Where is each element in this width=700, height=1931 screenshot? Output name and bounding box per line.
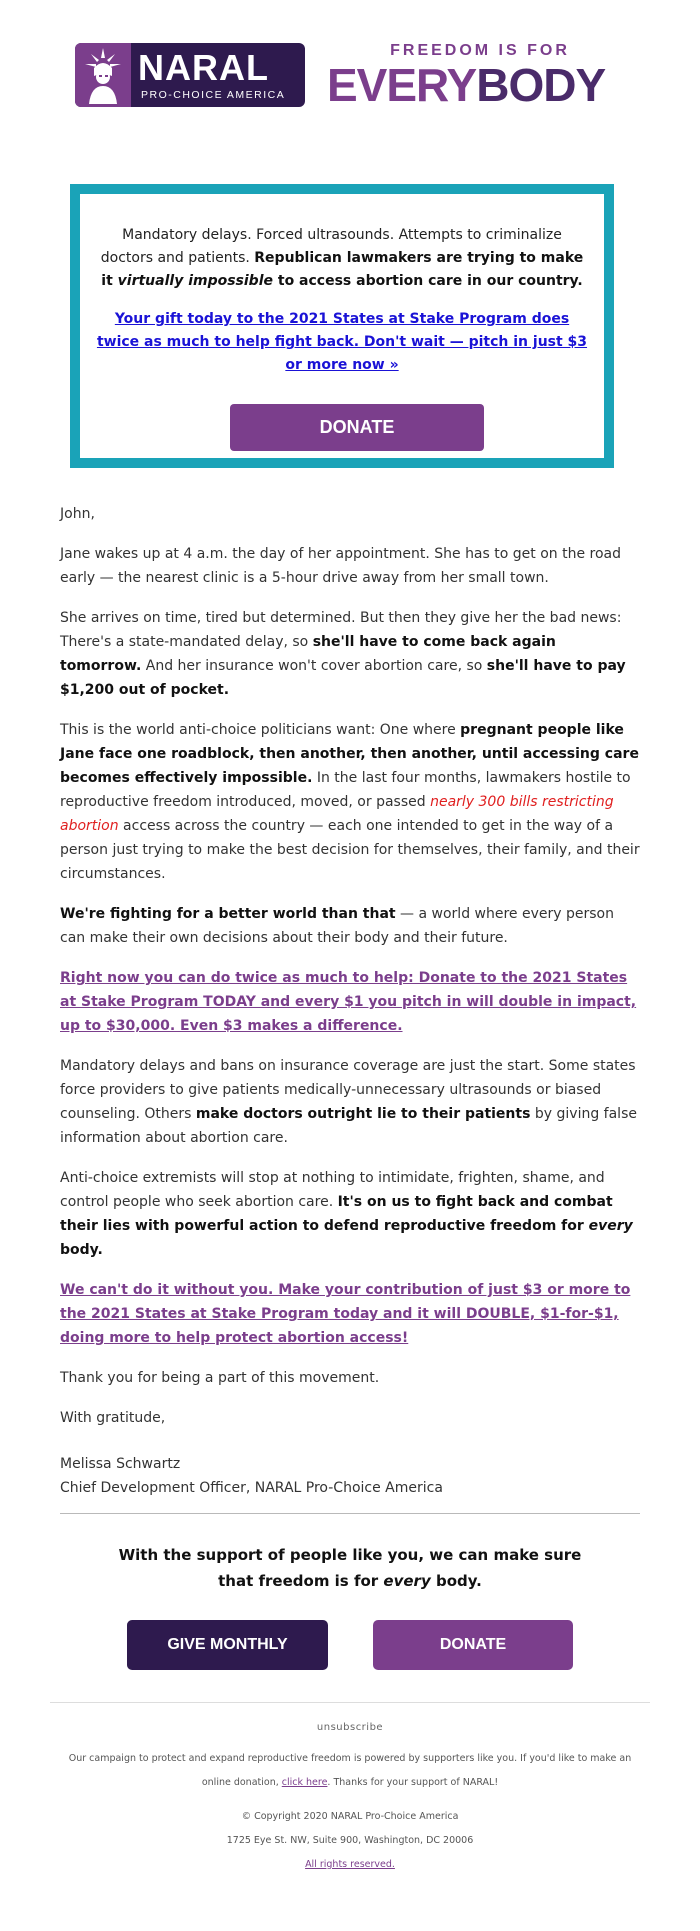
- p6-bold-d: body.: [60, 1242, 103, 1258]
- callout-intro-plain: Mandatory delays. Forced ultrasounds. Attempts to criminalize doctors and patients.: [100, 227, 562, 266]
- tagline-bottom: [327, 60, 605, 110]
- signature-name: Melissa Schwartz: [60, 1456, 181, 1472]
- p4-bold-a: We're fighting for a better world than that: [60, 906, 396, 922]
- letter-body: [60, 502, 640, 1500]
- copyright: © Copyright 2020 NARAL Pro-Choice America: [241, 1811, 459, 1822]
- tagline-every: EVERY: [327, 59, 477, 111]
- all-rights-reserved-link[interactable]: All rights reserved.: [305, 1859, 395, 1870]
- p3-text-e: access across the country — each one intended to get in the way of a person just trying to make the best decision for themselves, their family, and their circumstances.: [60, 818, 640, 882]
- donate-button-top[interactable]: DONATE: [230, 404, 484, 451]
- unsubscribe-link[interactable]: unsubscribe: [316, 1722, 384, 1733]
- click-here-link[interactable]: click here: [281, 1777, 328, 1788]
- logo-name: NARAL: [138, 47, 269, 88]
- tagline-top: FREEDOM IS FOR: [390, 42, 570, 59]
- callout-intro-bold-end: to access abortion care in our country.: [273, 273, 583, 289]
- p3-text-c: In the last four months, lawmakers hostile to reproductive freedom introduced, moved, or passed: [60, 770, 631, 810]
- thanks-line: Thank you for being a part of this movement.: [60, 1370, 380, 1386]
- signoff: With gratitude,: [60, 1410, 166, 1426]
- p3-bold-b: pregnant people like Jane face one roadblock, then another, then another, until accessing care becomes effectively impossible.: [60, 722, 639, 786]
- greeting: John,: [60, 506, 95, 522]
- footer-blurb-a: Our campaign to protect and expand reproductive freedom is powered by supporters like you. If you'd like to make an online donation,: [68, 1753, 632, 1788]
- closing-emphasis: every: [383, 1572, 431, 1590]
- p2-text-c: And her insurance won't cover abortion care, so: [141, 658, 487, 674]
- logo-subtitle: PRO-CHOICE AMERICA: [141, 89, 286, 101]
- signature-title: Chief Development Officer, NARAL Pro-Choice America: [60, 1480, 443, 1496]
- p2-bold-b: she'll have to come back again tomorrow.: [60, 634, 556, 674]
- paragraph-2: [60, 606, 640, 702]
- signature-block: [60, 1452, 640, 1500]
- callout-intro: [94, 224, 590, 293]
- p6-bold-b: It's on us to fight back and combat their lies with powerful action to defend reproductive freedom for: [60, 1194, 613, 1234]
- p2-text-a: She arrives on time, tired but determined. But then they give her the bad news: There's a state-mandated delay, so: [60, 610, 622, 650]
- callout-intro-emphasis: virtually impossible: [117, 273, 273, 289]
- paragraph-5: [60, 1054, 640, 1150]
- paragraph-4: [60, 902, 640, 950]
- tagline-body: BODY: [476, 59, 606, 111]
- callout-box: [70, 184, 614, 468]
- p5-bold-b: make doctors outright lie to their patients: [195, 1106, 531, 1122]
- donate-button-bottom[interactable]: DONATE: [373, 1620, 573, 1670]
- donate-cta-link-2[interactable]: We can't do it without you. Make your contribution of just $3 or more to the 2021 States at Stake Program today and it will DOUBLE, $1-for-$1, doing more to help protect abortion access!: [60, 1282, 631, 1346]
- email-header: [0, 0, 700, 150]
- closing-text-a: With the support of people like you, we can make sure that freedom is for: [118, 1546, 582, 1590]
- footer-divider: [50, 1702, 650, 1703]
- naral-logo[interactable]: [75, 43, 305, 107]
- p5-text-a: Mandatory delays and bans on insurance coverage are just the start. Some states force providers to give patients medically-unnecessary ultrasounds or biased counseling. Others: [60, 1058, 636, 1122]
- cta-paragraph-2: [60, 1278, 640, 1350]
- callout-content: [94, 224, 590, 377]
- footer-blurb: [60, 1747, 640, 1795]
- callout-intro-bold: Republican lawmakers are trying to make it: [101, 250, 584, 289]
- p6-emphasis: every: [588, 1218, 633, 1234]
- p3-text-a: This is the world anti-choice politicians want: One where: [60, 722, 461, 738]
- donate-cta-link-1[interactable]: Right now you can do twice as much to help: Donate to the 2021 States at Stake Program TODAY and every $1 you pitch in will double in impact, up to $30,000. Even $3 makes a difference.: [60, 970, 637, 1034]
- p5-text-c: by giving false information about abortion care.: [60, 1106, 637, 1146]
- statue-of-liberty-icon: [75, 43, 131, 107]
- paragraph-6: [60, 1166, 640, 1262]
- give-monthly-button[interactable]: GIVE MONTHLY: [127, 1620, 328, 1670]
- cta-paragraph-1: [60, 966, 640, 1038]
- footer-blurb-b: . Thanks for your support of NARAL!: [327, 1777, 499, 1788]
- callout-donate-link[interactable]: Your gift today to the 2021 States at Stake Program does twice as much to help fight back. Don't wait — pitch in just $3 or more now »: [96, 311, 588, 373]
- address: 1725 Eye St. NW, Suite 900, Washington, DC 20006: [226, 1835, 474, 1846]
- paragraph-1: Jane wakes up at 4 a.m. the day of her appointment. She has to get on the road early — the nearest clinic is a 5-hour drive away from her small town.: [60, 546, 621, 586]
- paragraph-3: [60, 718, 640, 886]
- bills-highlight: nearly 300 bills restricting abortion: [60, 794, 614, 834]
- p2-bold-d: she'll have to pay $1,200 out of pocket.: [60, 658, 626, 698]
- closing-statement: [100, 1542, 600, 1594]
- section-divider: [60, 1513, 640, 1514]
- p4-text-b: — a world where every person can make their own decisions about their body and their future.: [60, 906, 614, 946]
- email-footer: [60, 1722, 640, 1877]
- closing-text-c: body.: [430, 1572, 482, 1590]
- p6-text-a: Anti-choice extremists will stop at nothing to intimidate, frighten, shame, and control people who seek abortion care.: [60, 1170, 605, 1210]
